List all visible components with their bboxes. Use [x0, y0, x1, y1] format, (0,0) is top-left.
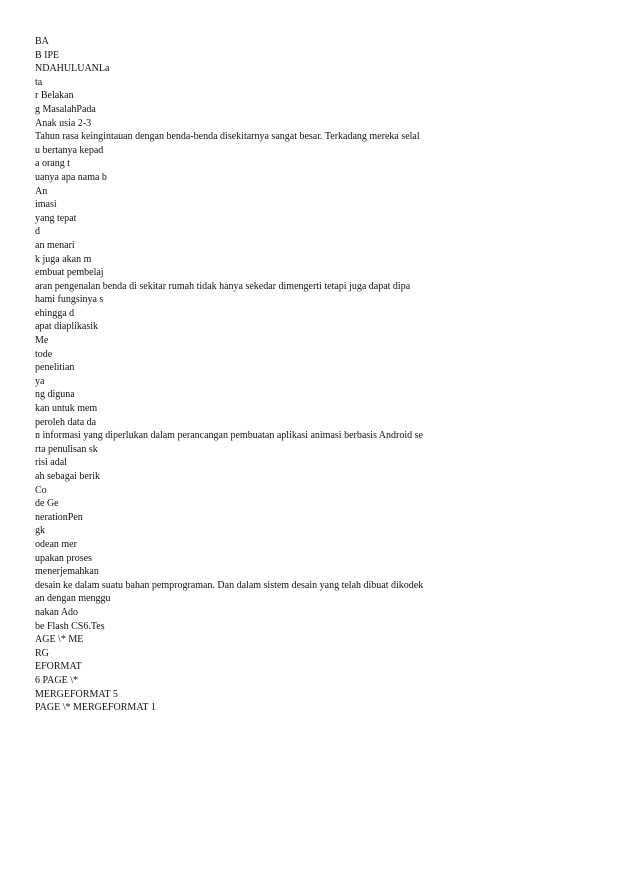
text-line: ehingga d [35, 307, 75, 319]
text-line: imasi [35, 199, 57, 211]
text-line: apat diaplikasik [35, 321, 99, 333]
text-line: nakan Ado [35, 606, 79, 618]
text-line: ah sebagai berik [35, 471, 100, 482]
text-line: peroleh data da [35, 416, 97, 428]
text-line: MERGEFORMAT 5 [35, 688, 118, 700]
text-line: r Belakan [35, 90, 74, 102]
text-line: odean mer [35, 538, 77, 550]
text-line: kan untuk mem [35, 403, 98, 415]
text-line: ta [35, 76, 43, 88]
text-line: uanya apa nama b [35, 171, 107, 183]
text-line: k juga akan m [35, 253, 92, 265]
text-line: Tahun rasa keingintauan dengan benda-benda disekitarnya sangat besar. Terkadang mereka selal [35, 131, 420, 143]
text-line: penelitian [35, 362, 75, 374]
text-line: PAGE \* MERGEFORMAT 1 [35, 702, 156, 714]
text-line: gk [35, 525, 45, 537]
text-line: BA [35, 36, 49, 47]
text-line: 6 PAGE \* [35, 674, 78, 686]
text-line: Anak usia 2-3 [35, 117, 92, 129]
text-line: An [35, 185, 48, 197]
text-line: yang tepat [35, 212, 77, 224]
text-line: d [35, 226, 40, 238]
text-line: upakan proses [35, 552, 92, 564]
text-line: an menari [35, 239, 75, 251]
text-line: desain ke dalam suatu bahan pemprograman. Dan dalam sistem desain yang telah dibuat dikodek [35, 579, 424, 591]
text-line: RG [35, 647, 49, 659]
text-line: ng diguna [35, 389, 75, 401]
text-line: NDAHULUANLa [35, 63, 110, 75]
text-line: B IPE [35, 49, 60, 61]
text-line: AGE \* ME [35, 634, 84, 646]
text-line: nerationPen [35, 511, 83, 523]
text-line: an dengan menggu [35, 593, 111, 605]
document-body [35, 35, 595, 715]
text-line: u bertanya kepad [35, 144, 104, 156]
text-line: g MasalahPada [35, 103, 96, 115]
text-line: tode [35, 348, 53, 360]
text-line: Co [35, 484, 47, 496]
text-line: a orang t [35, 158, 70, 170]
text-line: aran pengenalan benda di sekitar rumah tidak hanya sekedar dimengerti tetapi juga dapat dipa [35, 280, 411, 292]
text-line: embuat pembelaj [35, 267, 104, 279]
text-line: rta penulisan sk [35, 443, 98, 455]
text-line: ya [35, 375, 45, 387]
text-line: Me [35, 335, 49, 347]
text-line: menerjemahkan [35, 566, 99, 578]
text-line: be Flash CS6.Tes [35, 620, 105, 632]
text-line: risi adal [35, 457, 67, 469]
text-line: n informasi yang diperlukan dalam perancangan pembuatan aplikasi animasi berbasis Android se [35, 430, 423, 442]
text-line: de Ge [35, 498, 59, 510]
text-line: hami fungsinya s [35, 294, 104, 306]
text-line: EFORMAT [35, 661, 82, 673]
